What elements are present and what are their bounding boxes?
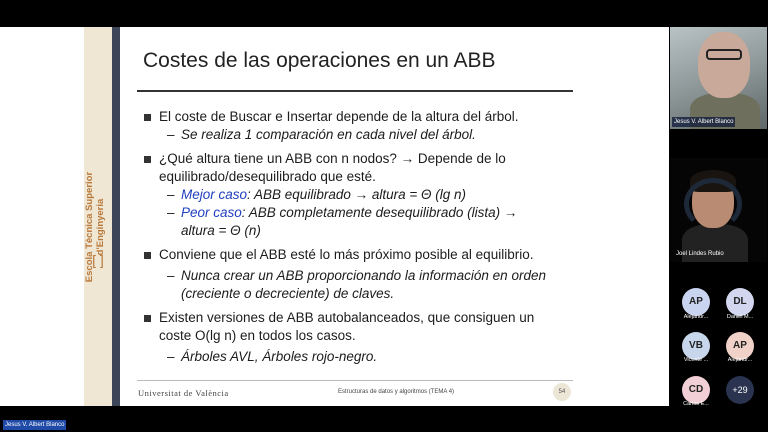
side-divider	[112, 27, 120, 406]
participant-avatar[interactable]: DL	[726, 288, 754, 316]
bullet-item: Existen versiones de ABB autobalanceados, que consiguen un coste O(lg n) en todos los casos.	[143, 309, 573, 345]
sub-bullet: – Mejor caso: ABB equilibrado → altura = Θ (lg n)	[143, 186, 573, 204]
university-logo-text: Universitat de València	[138, 388, 229, 398]
person-head	[698, 32, 750, 98]
headset-icon	[684, 178, 742, 230]
bullet-item: Conviene que el ABB esté lo más próximo posible al equilibrio.	[143, 246, 573, 264]
bullet-item	[143, 108, 573, 126]
participant-avatar-label: Carlos E...	[683, 401, 709, 407]
participant-video[interactable]	[670, 27, 767, 129]
sub-bullet: – Árboles AVL, Árboles rojo-negro.	[143, 348, 573, 366]
participant-avatar-label: Vicente ...	[683, 357, 709, 363]
school-name: Escola Tècnica Superior d'Enginyeria	[84, 171, 106, 283]
participant-avatar-label: Alejandr...	[727, 357, 753, 363]
page-number: 54	[553, 383, 571, 401]
participants-panel	[669, 0, 768, 432]
participant-avatar-label: Daniel M...	[726, 314, 754, 320]
slide-bullets	[143, 103, 573, 366]
slide-title: Costes de las operaciones en un ABB	[143, 49, 496, 72]
participant-video[interactable]	[670, 158, 767, 262]
participant-avatar[interactable]: AP	[726, 332, 754, 360]
sub-bullet: – Se realiza 1 comparación en cada nivel del árbol.	[143, 126, 573, 144]
title-divider	[137, 90, 573, 92]
participant-name: Joel Lindes Rubio	[676, 251, 724, 257]
course-label: Estructuras de datos y algoritmos (TEMA 4)	[338, 389, 455, 395]
bullet-item: ¿Qué altura tiene un ABB con n nodos? → Depende de lo equilibrado/desequilibrado que esté.	[143, 150, 573, 186]
participant-avatar[interactable]: CD	[682, 376, 710, 404]
sub-bullet: – Peor caso: ABB completamente desequilibrado (lista) → altura = Θ (n)	[143, 204, 573, 240]
sub-bullet: – Nunca crear un ABB proporcionando la información en orden (creciente o decreciente) de claves.	[143, 267, 573, 303]
presenter-name-tag: Jesus V. Albert Blanco	[5, 422, 65, 428]
participant-name: Jesus V. Albert Blanco	[674, 119, 734, 125]
shared-slide	[0, 27, 669, 406]
participant-avatar[interactable]: AP	[682, 288, 710, 316]
glasses-icon	[706, 49, 742, 60]
bullet-text: El coste de Buscar e Insertar depende de la altura del árbol.	[159, 109, 519, 124]
participant-avatar-label: Alejandr...	[683, 314, 709, 320]
participant-avatar[interactable]: VB	[682, 332, 710, 360]
footer-divider	[137, 380, 573, 381]
more-participants-button[interactable]: +29	[726, 376, 754, 404]
school-logo-icon: [ ]	[92, 252, 104, 268]
